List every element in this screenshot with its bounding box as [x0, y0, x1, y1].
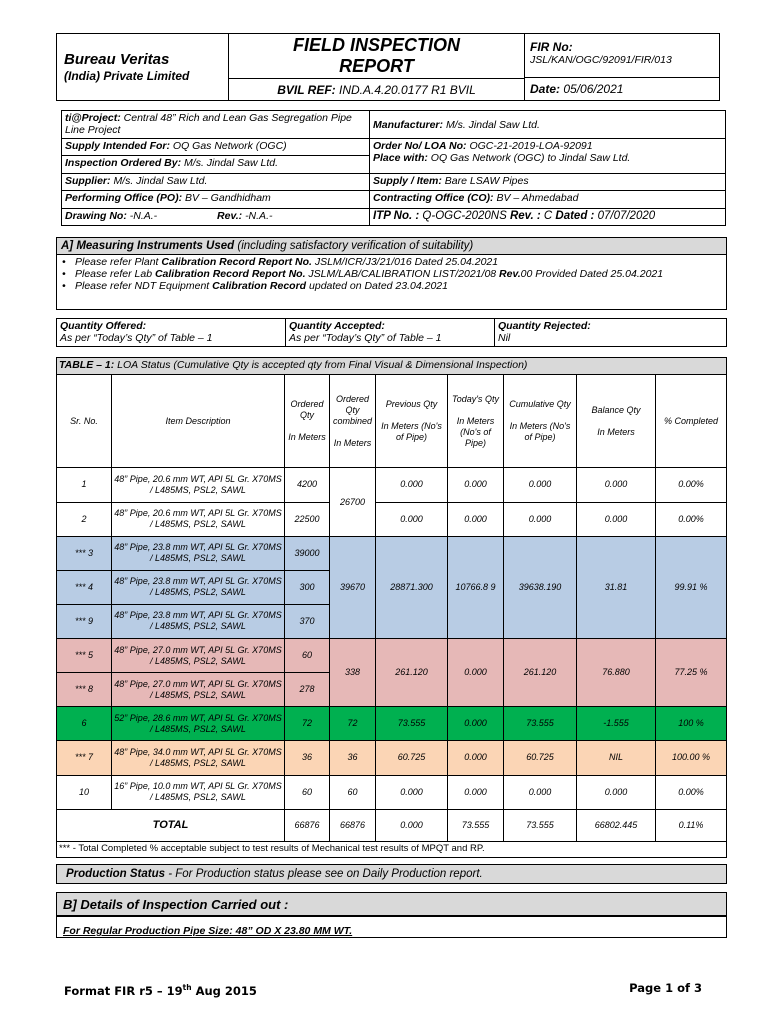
- co-value: BV – Ahmedabad: [496, 192, 579, 205]
- rev-label: Rev.:: [217, 209, 243, 222]
- sr-cell: *** 7: [57, 741, 112, 775]
- ordered-qty: 60: [285, 775, 330, 809]
- po-label: Performing Office (PO):: [65, 192, 183, 205]
- previous-qty: 261.120: [376, 639, 448, 707]
- ordered-qty: 22500: [285, 502, 330, 536]
- supply-for-label: Supply Intended For:: [65, 140, 170, 152]
- manufacturer-label: Manufacturer:: [373, 118, 444, 131]
- percent-completed: 100 %: [656, 707, 727, 741]
- combined-qty: 60: [330, 775, 376, 809]
- today-qty: 10766.8 9: [448, 536, 504, 638]
- itp-value: Q-OGC-2020NS: [422, 209, 507, 222]
- col-header-percent: % Completed: [656, 375, 727, 468]
- place-label: Place with:: [373, 152, 428, 164]
- project-value: Central 48” Rich and Lean Gas Segregation Pipe Line Project: [65, 112, 352, 136]
- co-cell: [370, 191, 726, 208]
- company-name: Bureau Veritas: [64, 51, 170, 68]
- po-value: BV – Gandhidham: [185, 192, 271, 205]
- ordered-qty: 370: [285, 604, 330, 638]
- bvil-ref-value: IND.A.4.20.0177 R1 BVIL: [339, 82, 476, 97]
- footer-page-number: Page 1 of 3: [629, 981, 702, 995]
- section-b-heading-bar: [56, 892, 727, 916]
- table-row: [57, 741, 727, 775]
- instruments-heading: A] Measuring Instruments Used: [61, 240, 235, 252]
- item-description: 48” Pipe, 20.6 mm WT, API 5L Gr. X70MS / L485MS, PSL2, SAWL: [112, 468, 285, 502]
- previous-qty: 0.000: [376, 775, 448, 809]
- itp-label: ITP No. :: [373, 209, 420, 222]
- loa-table-wrapper: [56, 357, 727, 858]
- col-header-sr: Sr. No.: [57, 375, 112, 468]
- balance-qty: 0.000: [577, 502, 656, 536]
- col-header-item: Item Description: [112, 375, 285, 468]
- supply-item-cell: [370, 173, 726, 190]
- table-caption-text: LOA Status (Cumulative Qty is accepted qty from Final Visual & Dimensional Inspection): [117, 359, 528, 371]
- col-header-cumulative: Cumulative Qty In Meters (No's of Pipe): [504, 375, 577, 468]
- drawing-label: Drawing No:: [65, 209, 127, 222]
- instrument-bullet-plant: • Please refer Plant Calibration Record Report No. JSLM/ICR/J3/21/016 Dated 25.04.2021: [57, 256, 726, 268]
- total-combined: 66876: [330, 809, 376, 841]
- balance-qty: 0.000: [577, 775, 656, 809]
- balance-qty: 0.000: [577, 468, 656, 502]
- previous-qty: 73.555: [376, 707, 448, 741]
- bvil-ref-label: BVIL REF:: [277, 82, 336, 97]
- fir-number: JSL/KAN/OGC/92091/FIR/013: [530, 54, 672, 66]
- co-label: Contracting Office (CO):: [373, 192, 494, 205]
- instruments-heading-note: (including satisfactory verification of suitability): [237, 240, 474, 252]
- drawing-value: -N.A.-: [129, 209, 158, 222]
- col-header-combined: Ordered Qty combined In Meters: [330, 375, 376, 468]
- order-cell: [370, 139, 726, 174]
- today-qty: 0.000: [448, 707, 504, 741]
- col-header-ordered: Ordered Qty In Meters: [285, 375, 330, 468]
- col-header-today: Today's Qty In Meters (No's of Pipe): [448, 375, 504, 468]
- percent-completed: 0.00%: [656, 468, 727, 502]
- instruments-heading-bar: [57, 238, 726, 255]
- balance-qty: 76.880: [577, 639, 656, 707]
- item-description: 48” Pipe, 23.8 mm WT, API 5L Gr. X70MS / L485MS, PSL2, SAWL: [112, 604, 285, 638]
- cumulative-qty: 60.725: [504, 741, 577, 775]
- ordered-by-cell: [62, 156, 370, 173]
- title-cell: [229, 34, 525, 79]
- fir-label: FIR No:: [530, 40, 573, 54]
- supply-item-value: Bare LSAW Pipes: [444, 174, 529, 187]
- item-description: 48” Pipe, 27.0 mm WT, API 5L Gr. X70MS / L485MS, PSL2, SAWL: [112, 673, 285, 707]
- percent-completed: 99.91 %: [656, 536, 727, 638]
- project-label: ti@Project:: [65, 112, 121, 124]
- item-description: 48” Pipe, 20.6 mm WT, API 5L Gr. X70MS / L485MS, PSL2, SAWL: [112, 502, 285, 536]
- ordered-qty: 60: [285, 639, 330, 673]
- combined-qty: 39670: [330, 536, 376, 638]
- previous-qty: 0.000: [376, 502, 448, 536]
- sr-cell: 2: [57, 502, 112, 536]
- sr-cell: 6: [57, 707, 112, 741]
- section-b-subheading-bar: [56, 916, 727, 938]
- section-b-subheading: For Regular Production Pipe Size: 48” OD X 23.80 MM WT.: [63, 925, 353, 937]
- sr-cell: *** 3: [57, 536, 112, 570]
- combined-qty: 72: [330, 707, 376, 741]
- col-header-balance: Balance Qty In Meters: [577, 375, 656, 468]
- sr-cell: *** 8: [57, 673, 112, 707]
- report-header: [56, 33, 720, 101]
- sr-cell: 1: [57, 468, 112, 502]
- combined-qty: 36: [330, 741, 376, 775]
- date-value: 05/06/2021: [563, 82, 624, 96]
- po-cell: [62, 191, 370, 208]
- ordered-qty: 39000: [285, 536, 330, 570]
- company-cell: [57, 34, 229, 101]
- cumulative-qty: 0.000: [504, 468, 577, 502]
- table-row: [57, 536, 727, 570]
- percent-completed: 0.00%: [656, 502, 727, 536]
- instruments-list: [57, 255, 726, 292]
- today-qty: 0.000: [448, 775, 504, 809]
- fir-cell: [525, 34, 720, 101]
- table-footnote: *** - Total Completed % acceptable subject to test results of Mechanical test results of MPQT and RP.: [57, 841, 727, 857]
- ordered-qty: 36: [285, 741, 330, 775]
- sr-cell: *** 9: [57, 604, 112, 638]
- cumulative-qty: 261.120: [504, 639, 577, 707]
- sr-cell: *** 5: [57, 639, 112, 673]
- quantity-offered-label: Quantity Offered:: [60, 320, 147, 332]
- supply-item-label: Supply / Item:: [373, 174, 442, 187]
- company-subtitle: (India) Private Limited: [64, 69, 190, 83]
- total-row: [57, 809, 727, 841]
- quantity-offered-cell: [57, 319, 286, 347]
- total-today: 73.555: [448, 809, 504, 841]
- ordered-by-value: M/s. Jindal Saw Ltd.: [184, 157, 278, 170]
- supplier-cell: [62, 173, 370, 190]
- item-description: 52” Pipe, 28.6 mm WT, API 5L Gr. X70MS / L485MS, PSL2, SAWL: [112, 707, 285, 741]
- project-cell: [62, 111, 370, 139]
- quantity-section: [56, 318, 727, 347]
- combined-qty: 26700: [330, 468, 376, 536]
- supplier-label: Supplier:: [65, 174, 111, 187]
- item-description: 48” Pipe, 23.8 mm WT, API 5L Gr. X70MS / L485MS, PSL2, SAWL: [112, 536, 285, 570]
- col-header-previous: Previous Qty In Meters (No's of Pipe): [376, 375, 448, 468]
- combined-qty: 338: [330, 639, 376, 707]
- item-description: 48” Pipe, 23.8 mm WT, API 5L Gr. X70MS / L485MS, PSL2, SAWL: [112, 570, 285, 604]
- quantity-rejected-cell: [495, 319, 727, 347]
- table-row: [57, 639, 727, 673]
- production-status: [56, 864, 727, 884]
- sr-cell: *** 4: [57, 570, 112, 604]
- date-label: Date:: [530, 82, 561, 96]
- dated-value: 07/07/2020: [597, 209, 656, 222]
- percent-completed: 77.25 %: [656, 639, 727, 707]
- production-status-label: Production Status: [66, 868, 166, 880]
- supply-for-cell: [62, 139, 370, 156]
- today-qty: 0.000: [448, 741, 504, 775]
- total-percent: 0.11%: [656, 809, 727, 841]
- previous-qty: 0.000: [376, 468, 448, 502]
- order-value: OGC-21-2019-LOA-92091: [469, 140, 593, 152]
- ordered-qty: 300: [285, 570, 330, 604]
- rev-value: -N.A.-: [245, 209, 273, 222]
- total-label: TOTAL: [57, 809, 285, 841]
- total-previous: 0.000: [376, 809, 448, 841]
- item-description: 16” Pipe, 10.0 mm WT, API 5L Gr. X70MS / L485MS, PSL2, SAWL: [112, 775, 285, 809]
- manufacturer-cell: [370, 111, 726, 139]
- previous-qty: 60.725: [376, 741, 448, 775]
- loa-table: [56, 357, 727, 858]
- table-row: [57, 502, 727, 536]
- itp-rev-label: Rev. :: [509, 209, 541, 222]
- ordered-by-label: Inspection Ordered By:: [65, 157, 182, 170]
- total-balance: 66802.445: [577, 809, 656, 841]
- quantity-rejected-value: Nil: [498, 332, 511, 344]
- report-title: FIELD INSPECTION REPORT: [292, 35, 460, 76]
- table-row: [57, 468, 727, 502]
- percent-completed: 0.00%: [656, 775, 727, 809]
- table-caption-label: TABLE – 1:: [59, 359, 115, 371]
- instrument-bullet-ndt: • Please refer NDT Equipment Calibration Record updated on Dated 23.04.2021: [57, 280, 726, 292]
- quantity-rejected-label: Quantity Rejected:: [498, 320, 591, 332]
- instruments-section: [56, 237, 727, 310]
- supply-for-value: OQ Gas Network (OGC): [172, 140, 287, 152]
- itp-rev-value: C: [543, 209, 553, 222]
- balance-qty: 31.81: [577, 536, 656, 638]
- total-ordered: 66876: [285, 809, 330, 841]
- table-row: [57, 775, 727, 809]
- ordered-qty: 278: [285, 673, 330, 707]
- cumulative-qty: 0.000: [504, 775, 577, 809]
- supplier-value: M/s. Jindal Saw Ltd.: [113, 174, 208, 187]
- drawing-cell: [62, 208, 370, 225]
- previous-qty: 28871.300: [376, 536, 448, 638]
- place-value: OQ Gas Network (OGC) to Jindal Saw Ltd.: [430, 152, 631, 164]
- percent-completed: 100.00 %: [656, 741, 727, 775]
- ordered-qty: 72: [285, 707, 330, 741]
- quantity-accepted-label: Quantity Accepted:: [289, 320, 385, 332]
- project-info: [61, 110, 726, 226]
- today-qty: 0.000: [448, 502, 504, 536]
- balance-qty: -1.555: [577, 707, 656, 741]
- table-header-row: [57, 375, 727, 468]
- table-caption: [57, 358, 727, 375]
- quantity-offered-value: As per “Today’s Qty” of Table – 1: [60, 332, 213, 344]
- table-row: [57, 707, 727, 741]
- date-row: [525, 78, 719, 100]
- section-b-heading: B] Details of Inspection Carried out :: [63, 897, 289, 912]
- quantity-accepted-cell: [286, 319, 495, 347]
- item-description: 48” Pipe, 27.0 mm WT, API 5L Gr. X70MS / L485MS, PSL2, SAWL: [112, 639, 285, 673]
- order-label: Order No/ LOA No:: [373, 140, 467, 152]
- cumulative-qty: 39638.190: [504, 536, 577, 638]
- today-qty: 0.000: [448, 639, 504, 707]
- today-qty: 0.000: [448, 468, 504, 502]
- ordered-qty: 4200: [285, 468, 330, 502]
- instrument-bullet-lab: • Please refer Lab Calibration Record Report No. JSLM/LAB/CALIBRATION LIST/2021/08 Rev.00 Provided Dated 25.04.2021: [57, 268, 726, 280]
- manufacturer-value: M/s. Jindal Saw Ltd.: [445, 118, 540, 131]
- cumulative-qty: 0.000: [504, 502, 577, 536]
- cumulative-qty: 73.555: [504, 707, 577, 741]
- footer-format: Format FIR r5 – 19th Aug 2015: [64, 983, 257, 998]
- dated-label: Dated :: [555, 209, 595, 222]
- sr-cell: 10: [57, 775, 112, 809]
- itp-cell: [370, 208, 726, 225]
- production-status-text: - For Production status please see on Daily Production report.: [165, 868, 483, 880]
- balance-qty: NIL: [577, 741, 656, 775]
- quantity-accepted-value: As per “Today’s Qty” of Table – 1: [289, 332, 442, 344]
- item-description: 48” Pipe, 34.0 mm WT, API 5L Gr. X70MS / L485MS, PSL2, SAWL: [112, 741, 285, 775]
- bvil-ref-cell: [229, 79, 525, 101]
- total-cumulative: 73.555: [504, 809, 577, 841]
